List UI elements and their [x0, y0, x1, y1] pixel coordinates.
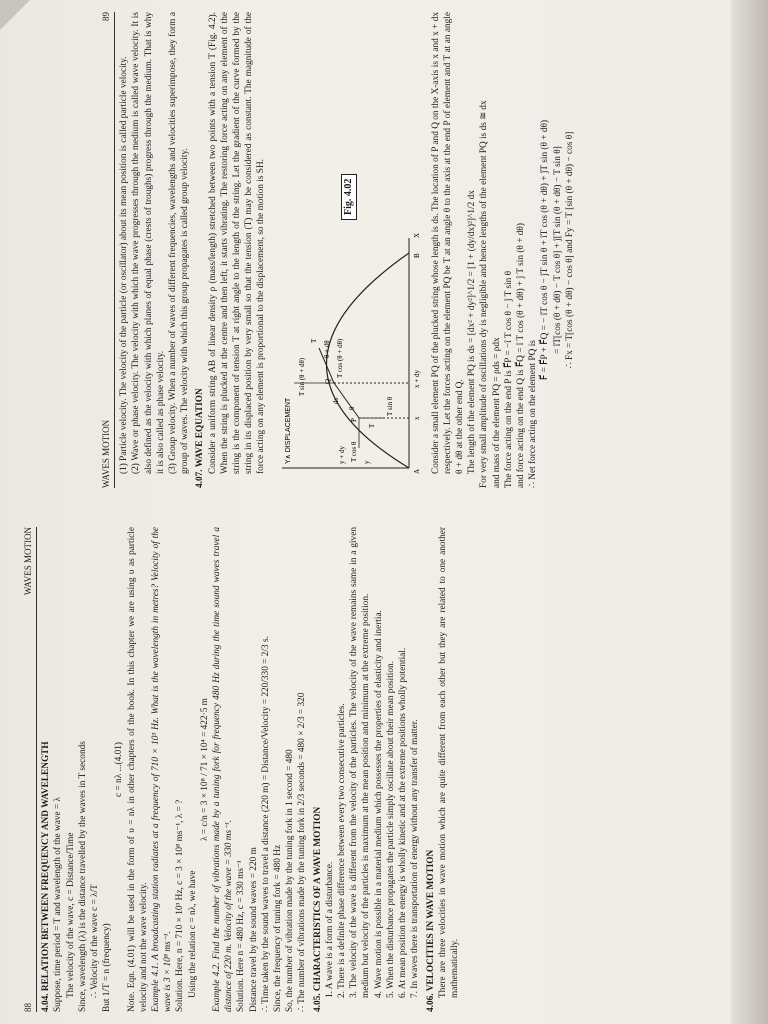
left-text-line-16: Since, the frequency of tuning fork = 480 Hz	[273, 844, 284, 1012]
page-fold-corner	[0, 0, 30, 30]
right-text-line-2: (3) Group velocity. When a number of waves of different frequencies, wavelengths and velocities superimpose, they form a group of waves. The velocity with which this group propagates is called group velocity.	[168, 12, 191, 474]
string-element-diagram	[274, 228, 424, 488]
right-text-line-b-8: = îT[cos (θ + dθ) − T cos θ] + ĵ[T sin (θ + dθ) − T sin θ]	[552, 146, 563, 354]
right-text-line-b-9: ∴ Fx = T[cos (θ + dθ) − cos θ] and Fy = T [sin (θ + dθ) − cos θ]	[564, 131, 575, 369]
right-text-line-b-3: and mass of the element PQ = ρds = ρdx	[491, 337, 502, 488]
left-text-line-14: Distance travel by the sound waves = 220 m	[248, 847, 259, 1012]
left-text-line-2: The velocity of the wave, c = Distance/Time	[65, 832, 76, 998]
figure-label: θ	[347, 406, 356, 410]
figure-label: x + dy	[412, 370, 421, 388]
figure-y-axis-label: Y∧ DISPLACEMENT	[284, 397, 292, 464]
left-text-line-17: So, the number of vibration made by the tuning fork in 1 second = 480	[285, 749, 296, 1012]
figure-caption: Fig. 4.02	[341, 174, 357, 220]
left-page-header	[22, 527, 37, 1012]
right-page-columns	[118, 12, 576, 488]
binding-edge	[731, 0, 768, 1024]
figure-label: B	[412, 253, 421, 258]
figure-label: T cos (θ + dθ)	[335, 338, 344, 378]
left-running-head: WAVES MOTION	[23, 527, 33, 596]
right-text-line-b-6: ∴ Net force acting on the element PQ is	[528, 340, 539, 488]
figure-label: x	[412, 416, 421, 420]
right-page-body-top	[118, 12, 267, 488]
right-text-line-3: 4.07. WAVE EQUATION	[195, 388, 206, 488]
left-text-line-18: ∴ The number of vibrations made by the tuning fork in 2/3 seconds = 480 × 2/3 = 320	[297, 692, 308, 1012]
figure-label: T cos θ	[349, 441, 358, 462]
right-text-line-4: Consider a uniform string AB of linear density ρ (mass/length) stretched between two points with a tension T (Fig. 4.2). When the string is plucked at the centre and then left, it starts vibrating. The restoring force acting on any element of the string is the component of tension T at right angle to the length of the string. Let the gradient of the curve formed by the string in its displaced position by very small so that the tension (T) may be considered as constant. The magnitude of the force acting on any element is proportional to the displacement, so the motion is SH.	[207, 12, 267, 474]
left-text-line-5: But 1/T = n (frequency)	[102, 923, 113, 1012]
left-text-line-15: ∴ Time taken by the sound waves to travel a distance (220 m) = Distance/Velocity = 220/330 = 2/3 s.	[260, 636, 271, 1012]
left-text-line-13: Solution. Here n = 480 Hz, c = 330 ms⁻¹	[236, 860, 247, 1012]
right-text-line-b-7: F⃗ = F⃗P + F⃗Q = − îT cos θ − ĵT sin θ + îT cos (θ + dθ) + ĵT sin (θ + dθ)	[540, 119, 551, 381]
figure-label: T sin θ	[385, 396, 394, 416]
figure-label: y + dy	[337, 446, 346, 464]
figure-label: T sin (θ + dθ)	[297, 357, 306, 396]
right-page	[100, 12, 705, 488]
right-running-head: WAVES MOTION	[101, 419, 111, 488]
left-text-line-24: 5. When the disturbance propagates the particle simply oscillate about their mean position.	[385, 660, 396, 998]
figure-label: A	[412, 468, 421, 474]
right-text-line-0: (1) Particle velocity. The velocity of the particle (or oscillator) about its mean position is called particle velocity.	[119, 56, 130, 474]
left-text-line-25: 6. At mean position the energy is wholly kinetic and at the extreme positions wholly potential.	[398, 647, 409, 998]
left-page	[22, 527, 460, 1012]
left-text-line-4: ∴ Velocity of the wave c = λ/T	[90, 884, 101, 998]
left-text-line-8: Example 4.1. A broadcasting station radiates at a frequency of 710 × 10³ Hz. What is the wavelength in metres? Velocity of the wave is 3 × 10⁸ ms⁻¹.	[151, 527, 174, 1012]
left-text-line-12: Example 4.2. Find the number of vibrations made by a tuning fork for frequency 480 Hz during the time sound waves travel a distance of 220 m. Velocity of the wave = 330 ms⁻¹.	[212, 527, 235, 1012]
figure-label: P	[349, 418, 358, 422]
figure-label: θ + dθ	[322, 340, 331, 358]
figure-label: T	[309, 338, 318, 343]
left-text-line-1: Suppose, time period = T and wavelength of the wave = λ	[53, 796, 64, 1012]
left-text-line-9: Solution. Here, n = 710 × 10³ Hz, c = 3 × 10⁸ ms⁻¹, λ = ?	[175, 799, 186, 1012]
right-page-header	[100, 12, 115, 488]
figure-wave-string	[274, 12, 424, 488]
figure-label: X	[412, 232, 421, 238]
left-text-line-7: Note. Eqn. (4.01) will be used in the form of υ = nλ in other chapters of the book. In this chapter we are using υ as particle velocity and not the wave velocity.	[126, 527, 149, 1012]
right-text-line-b-0: Consider a small element PQ of the plucked string whose length is ds. The location of P and Q on the X-axis is x and x + dx respectively. Let the forces acting on the element PQ be T at an angle θ to the axis at the end P of element and T at an angle θ + dθ at the other end Q.	[430, 12, 466, 474]
figure-label: y	[362, 460, 371, 464]
right-text-line-b-5: and force acting on the end Q is F⃗Q = î T cos (θ + dθ) + ĵ T sin (θ + dθ)	[516, 223, 527, 488]
left-text-line-26: 7. In waves there is transportation of energy without any transfer of matter.	[410, 719, 421, 998]
right-page-body-bottom	[430, 12, 576, 488]
left-text-line-3: Since, wavelength (λ) is the distance travelled by the waves in T seconds	[77, 741, 88, 1012]
right-text-line-1: (2) Wave or phase velocity. The velocity with which the wave progresses through the medium is called wave velocity. It is also defined as the velocity with which planes of equal phase (crests of troughs) progress through the medium. That is why it is also called as phase velocity.	[131, 12, 166, 474]
figure-label: Q	[323, 378, 332, 384]
right-text-line-b-4: The force acting on the end P is F⃗P = −î T cos θ − ĵ T sin θ	[503, 270, 514, 488]
left-page-body	[40, 527, 461, 1012]
left-text-line-10: Using the relation c = nλ, we have	[187, 870, 198, 998]
left-text-line-11: λ = c/n = 3 × 10⁸ / 71 × 10⁴ = 422·5 m	[199, 698, 210, 841]
left-text-line-27: 4.06. VELOCITIES IN WAVE MOTION	[425, 849, 436, 1012]
left-text-line-20: 1. A wave is a form of a disturbance.	[324, 861, 335, 998]
left-text-line-21: 2. There is a definite phase difference between every two consecutive particles.	[337, 703, 348, 998]
right-text-line-b-1: The length of the element PQ is ds = [dx² + dy²]^1/2 = [1 + (dy/dx)²]^1/2 dx	[467, 190, 478, 474]
figure-label: T	[367, 423, 376, 428]
figure-label: ds	[331, 397, 340, 404]
left-page-number: 88	[23, 1003, 33, 1012]
left-text-line-28: There are three velocities in wave motion which are quite different from each other but they are related to one another mathematically.	[437, 527, 460, 998]
left-text-line-0: 4.04. RELATION BETWEEN FREQUENCY AND WAVELENGTH	[41, 741, 52, 1012]
right-page-number: 89	[101, 12, 111, 21]
left-text-line-22: 3. The velocity of the wave is different from the velocity of the particles. The velocity of the wave remains same in a given medium but velocity of the particles is maximum at the mean position and minimum at the extreme position.	[349, 527, 372, 998]
right-text-line-b-2: For very small amplitude of oscillations dy is negligible and hence lengths of the element PQ is ds ≅ dx	[479, 100, 490, 488]
left-text-line-6: c = nλ ...(4.01)	[114, 742, 125, 797]
left-text-line-23: 4. Wave motion is possible in a material medium which possesses the properties of elasticity and inertia.	[373, 610, 384, 998]
left-text-line-19: 4.05. CHARACTERISTICS OF A WAVE MOTION	[312, 806, 323, 1012]
